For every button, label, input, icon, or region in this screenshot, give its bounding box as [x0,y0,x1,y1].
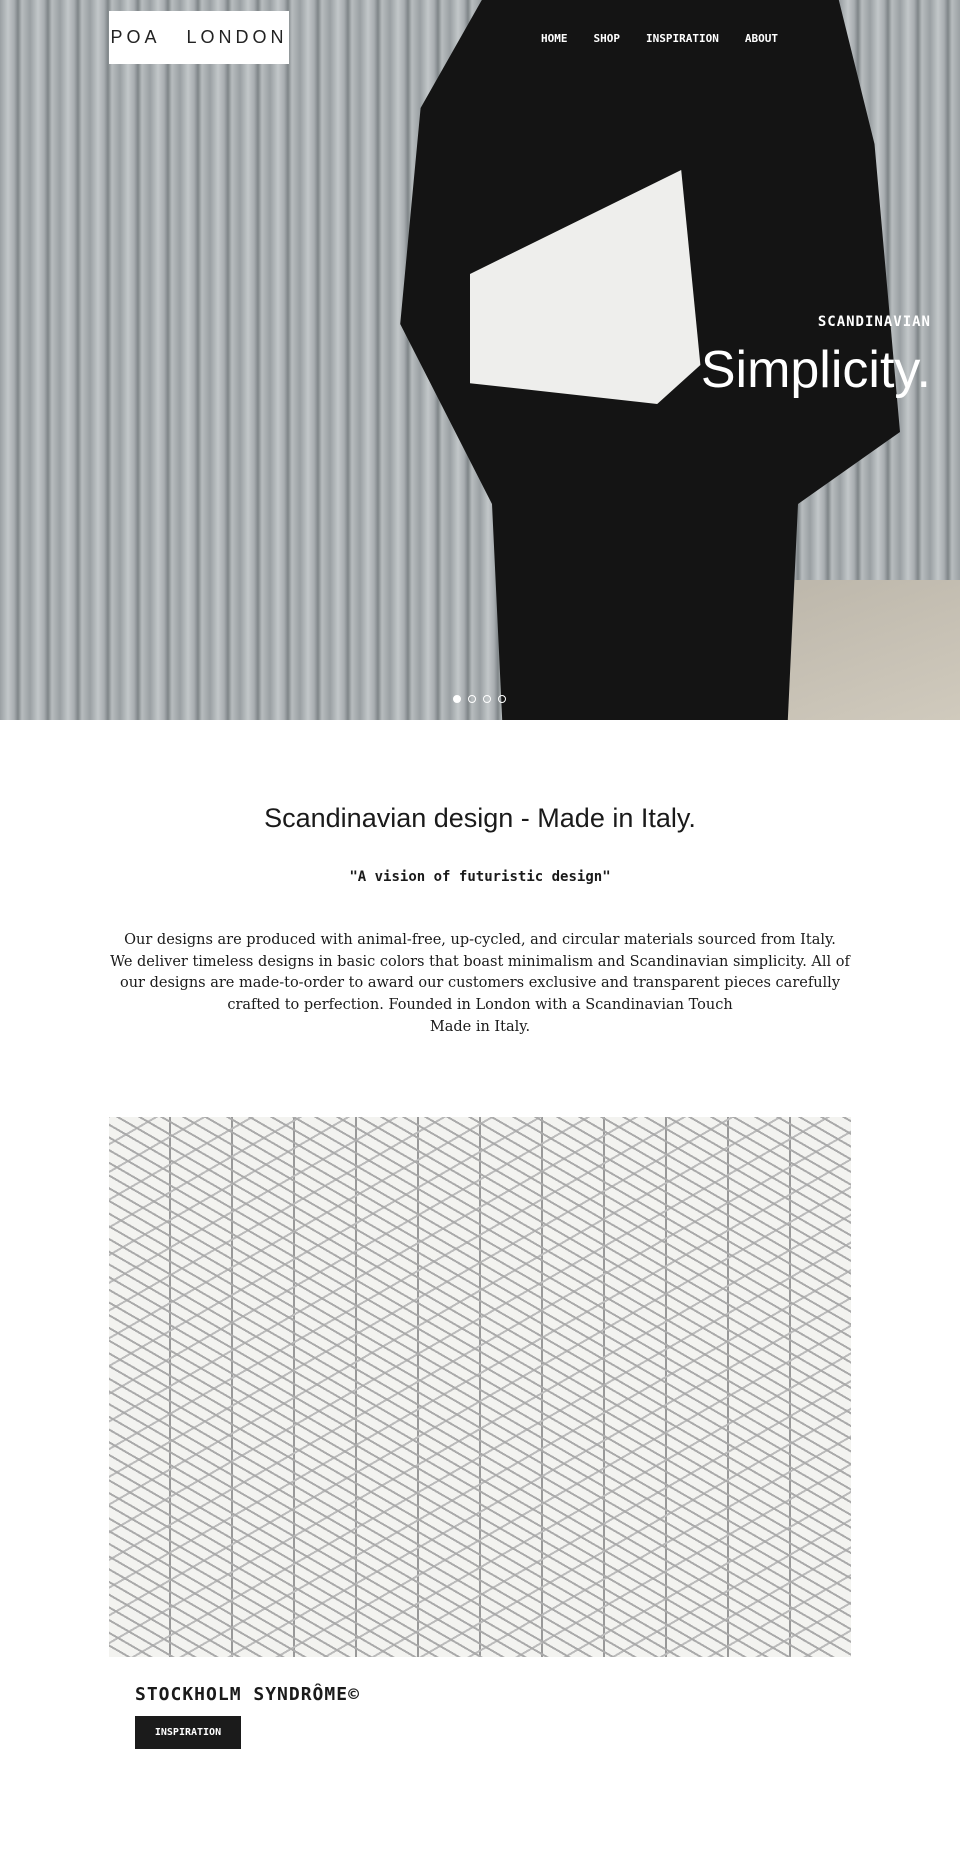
main-nav [541,32,778,45]
slider-dot-3[interactable] [483,695,491,703]
intro-body [110,930,850,1039]
feature-caption: STOCKHOLM SYNDRÔME© [135,1684,360,1705]
hero-headline: Simplicity. [700,341,931,399]
slider-dots [453,695,506,703]
intro-line: We deliver timeless designs in basic colors that boast minimalism and Scandinavian simplicity. All of our designs are made-to-order to award our customers exclusive and transparent pieces carefully crafted to perfection. Founded in London with a Scandinavian Touch [110,953,850,1014]
hero-slider [0,0,960,720]
intro-quote: "A vision of futuristic design" [349,869,611,885]
slider-dot-2[interactable] [468,695,476,703]
slider-dot-1[interactable] [453,695,461,703]
nav-about[interactable]: ABOUT [744,32,778,45]
nav-shop[interactable]: SHOP [593,32,620,45]
intro-line: Our designs are produced with animal-free, up-cycled, and circular materials sourced from Italy. [124,932,836,948]
nav-home[interactable]: HOME [541,32,568,45]
slider-dot-4[interactable] [498,695,506,703]
nav-inspiration[interactable]: INSPIRATION [646,32,719,45]
intro-title: Scandinavian design - Made in Italy. [264,803,696,833]
feature-image[interactable] [109,1117,851,1657]
inspiration-button[interactable]: INSPIRATION [135,1716,241,1749]
logo[interactable]: POA LONDON [109,11,289,64]
hero-kicker: SCANDINAVIAN [817,314,931,330]
intro-line: Made in Italy. [429,1018,531,1035]
